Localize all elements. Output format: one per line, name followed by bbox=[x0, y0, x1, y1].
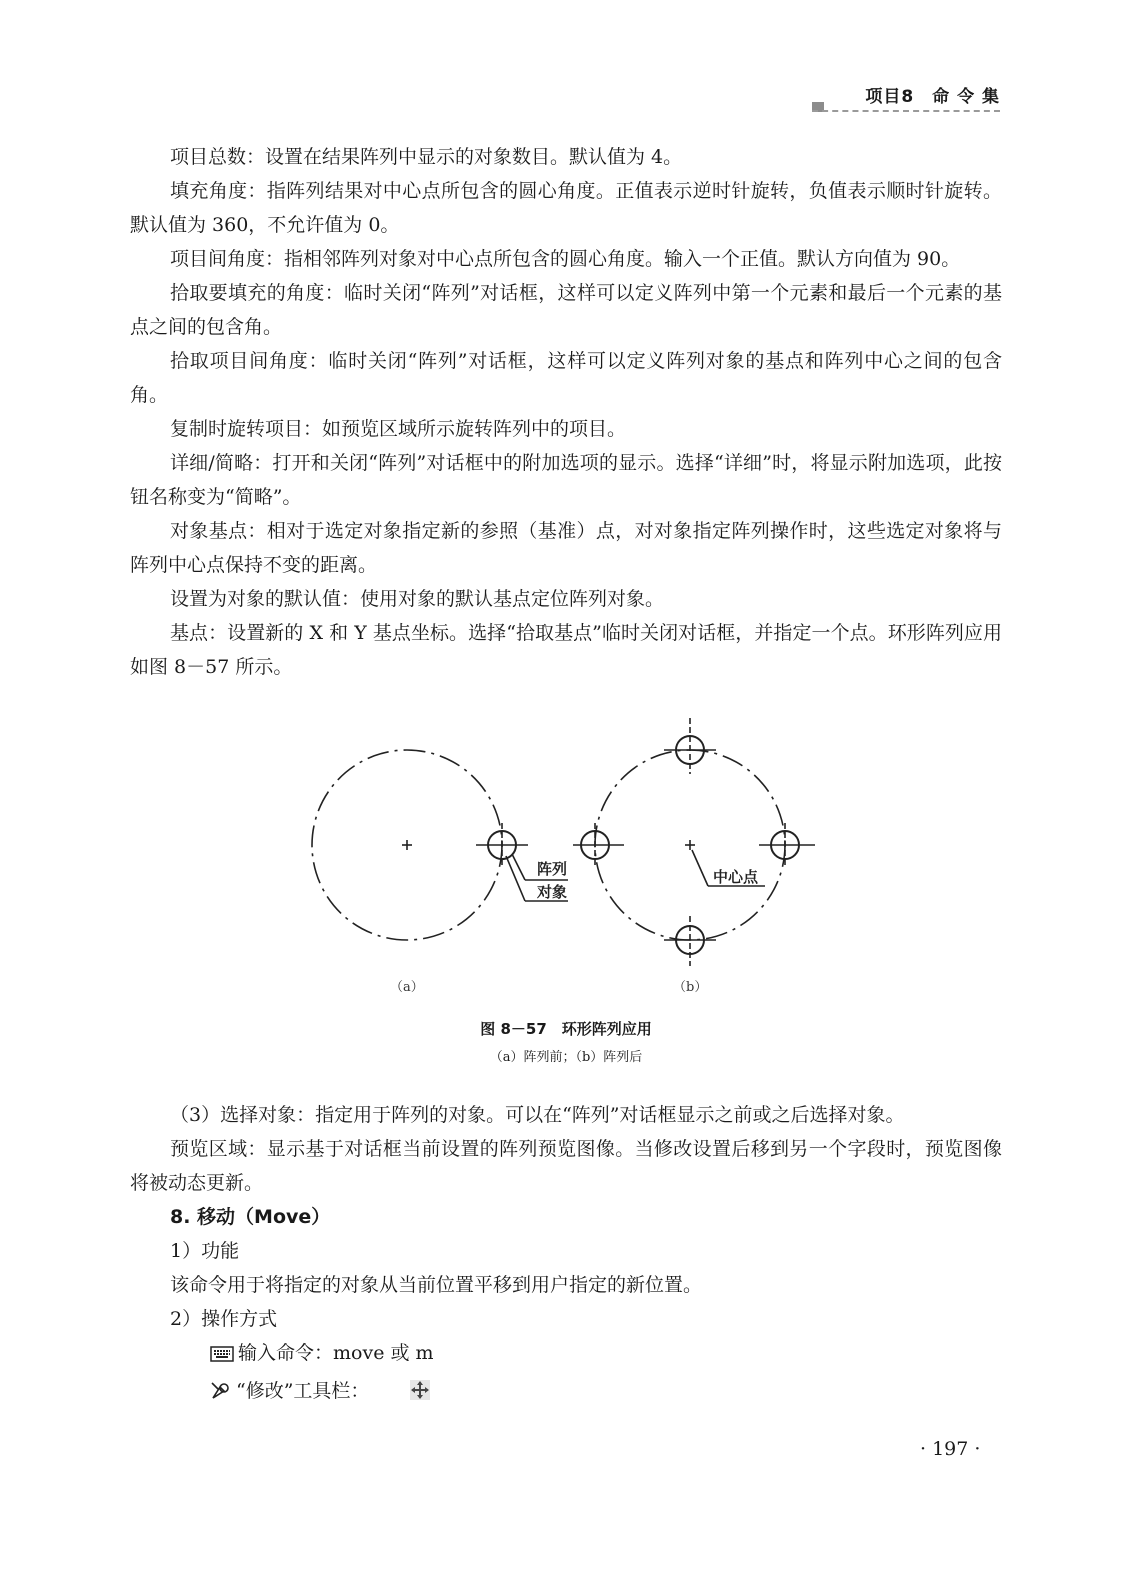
paragraph: 填充角度：指阵列结果对中心点所包含的圆心角度。正值表示逆时针旋转，负值表示顺时针旋转。默认值为 360，不允许值为 0。 bbox=[130, 180, 1002, 236]
paragraph: 基点：设置新的 X 和 Y 基点坐标。选择“拾取基点”临时关闭对话框，并指定一个点。环形阵列应用如图 8－57 所示。 bbox=[130, 622, 1002, 678]
move-icon bbox=[369, 1378, 431, 1412]
body-text-bottom bbox=[130, 1098, 1002, 1412]
array-object-bottom bbox=[664, 916, 716, 966]
toolbar-text: “修改”工具栏： bbox=[236, 1380, 370, 1402]
list-item: 2）操作方式 bbox=[170, 1308, 278, 1330]
label-array: 阵列 bbox=[537, 860, 568, 878]
page-number: · 197 · bbox=[920, 1438, 981, 1460]
keyboard-icon bbox=[170, 1340, 234, 1374]
paragraph: （3）选择对象：指定用于阵列的对象。可以在“阵列”对话框显示之前或之后选择对象。 bbox=[170, 1104, 905, 1126]
header-rule bbox=[812, 110, 1000, 112]
paragraph: 该命令用于将指定的对象从当前位置平移到用户指定的新位置。 bbox=[170, 1274, 703, 1296]
label-center: 中心点 bbox=[713, 868, 759, 886]
body-text-top bbox=[130, 140, 1002, 684]
page-header bbox=[130, 82, 1000, 122]
paragraph: 复制时旋转项目：如预览区域所示旋转阵列中的项目。 bbox=[170, 418, 627, 440]
paragraph: 项目总数：设置在结果阵列中显示的对象数目。默认值为 4。 bbox=[170, 146, 683, 168]
sublabel-b: （b） bbox=[673, 980, 708, 995]
command-text: 输入命令：move 或 m bbox=[238, 1342, 434, 1364]
paragraph: 设置为对象的默认值：使用对象的默认基点定位阵列对象。 bbox=[170, 588, 665, 610]
paragraph: 拾取项目间角度：临时关闭“阵列”对话框，这样可以定义阵列对象的基点和阵列中心之间的包含角。 bbox=[130, 350, 1002, 406]
label-object: 对象 bbox=[537, 883, 568, 901]
command-line bbox=[130, 1336, 1002, 1374]
sublabel-a: （a） bbox=[390, 980, 424, 995]
section-heading: 8. 移动（Move） bbox=[170, 1206, 331, 1228]
figure-8-57 bbox=[310, 718, 820, 1003]
paragraph: 拾取要填充的角度：临时关闭“阵列”对话框，这样可以定义阵列中第一个元素和最后一个元素的基点之间的包含角。 bbox=[130, 282, 1002, 338]
paragraph: 预览区域：显示基于对话框当前设置的阵列预览图像。当修改设置后移到另一个字段时，预览图像将被动态更新。 bbox=[130, 1138, 1002, 1194]
header-title: 项目8 命 令 集 bbox=[865, 87, 1000, 107]
array-object-top bbox=[664, 718, 716, 774]
list-item: 1）功能 bbox=[170, 1240, 240, 1262]
paragraph: 对象基点：相对于选定对象指定新的参照（基准）点，对对象指定阵列操作时，这些选定对象将与阵列中心点保持不变的距离。 bbox=[130, 520, 1002, 576]
figure-subcaption: （a）阵列前；（b）阵列后 bbox=[489, 1050, 643, 1065]
toolbar-line bbox=[130, 1374, 1002, 1412]
paragraph: 项目间角度：指相邻阵列对象对中心点所包含的圆心角度。输入一个正值。默认方向值为 90。 bbox=[170, 248, 961, 270]
toolbar-icon bbox=[170, 1378, 232, 1412]
array-object-left bbox=[573, 823, 624, 867]
array-object-right bbox=[759, 823, 815, 867]
figure-caption: 图 8－57 环形阵列应用 bbox=[480, 1020, 652, 1038]
paragraph: 详细/简略：打开和关闭“阵列”对话框中的附加选项的显示。选择“详细”时，将显示附加选项，此按钮名称变为“简略”。 bbox=[130, 452, 1002, 508]
figure-drawing bbox=[310, 718, 820, 1003]
